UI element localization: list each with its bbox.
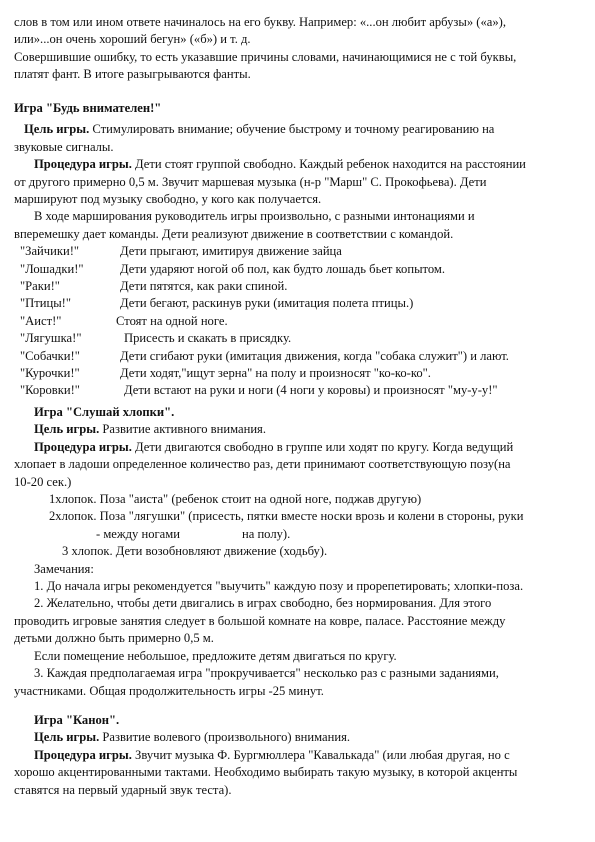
clap-two: 2хлопок. Поза "лягушки" (присесть, пятки вместе носки врозь и колени в стороны, руки: [49, 509, 524, 524]
game2-section: [14, 404, 580, 700]
game2-goal-label: Цель игры.: [34, 422, 100, 437]
game1-goal-cont: звуковые сигналы.: [14, 139, 114, 154]
command-key: "Лягушка!": [20, 331, 82, 346]
command-desc: Дети встают на руки и ноги (4 ноги у коровы) и произносят "му-у-у!": [124, 383, 498, 398]
intro-line: платят фант. В итоге разыгрываются фанты.: [14, 67, 251, 82]
command-desc: Дети пятятся, как раки спиной.: [120, 279, 288, 294]
game3-proc-cont: ставятся на первый ударный звук теста).: [14, 782, 232, 797]
command-desc: Присесть и скакать в присядку.: [124, 331, 292, 346]
game1-proc-cont: маршируют под музыку свободно, у кого как получается.: [14, 192, 322, 207]
game3-proc-cont: хорошо акцентированными тактами. Необходимо выбирать такую музыку, в которой акценты: [14, 765, 518, 780]
game3-proc-label: Процедура игры.: [34, 747, 132, 762]
command-desc: Дети прыгают, имитируя движение зайца: [120, 244, 342, 259]
game2-proc-cont: 10-20 сек.): [14, 474, 72, 489]
note-two-cont: Если помещение небольшое, предложите детям двигаться по кругу.: [34, 648, 397, 663]
command-key: "Птицы!": [20, 296, 72, 311]
command-key: "Зайчики!": [20, 244, 80, 259]
command-row: [14, 365, 580, 382]
intro-paragraph: [14, 14, 580, 84]
note-one: 1. До начала игры рекомендуется "выучить" каждую позу и прорепетировать; хлопки-поза.: [34, 579, 524, 594]
game2-proc-label: Процедура игры.: [34, 439, 132, 454]
intro-line: Совершившие ошибку, то есть указавшие причины словами, начинающимися не с той буквы,: [14, 49, 517, 64]
game1-goal: [14, 121, 580, 138]
command-row: [14, 243, 580, 260]
command-row: [14, 295, 580, 312]
game1-proc-cont: от другого примерно 0,5 м. Звучит маршевая музыка (н-р "Марш" С. Прокофьева). Дети: [14, 174, 487, 189]
game1-command-list: [14, 243, 580, 400]
game1-title: Игра "Будь внимателен!": [14, 101, 162, 115]
game1-lead-cont: вперемешку дает команды. Дети реализуют движение в соответствии с командой.: [14, 226, 454, 241]
game2-goal: [14, 421, 580, 438]
command-desc: Дети бегают, раскинув руки (имитация полета птицы.): [120, 296, 414, 311]
game1-proc-label: Процедура игры.: [34, 157, 132, 172]
clap-two-cont: [14, 526, 580, 543]
command-desc: Дети ходят,"ищут зерна" на полу и произносят "ко-ко-ко".: [120, 365, 431, 380]
game3-procedure: [14, 747, 580, 764]
command-key: "Коровки!": [20, 383, 80, 398]
command-key: "Аист!": [20, 313, 62, 328]
command-row: [14, 330, 580, 347]
game3-goal-label: Цель игры.: [34, 730, 100, 745]
command-key: "Курочки!": [20, 365, 80, 380]
clap-one: 1хлопок. Поза "аиста" (ребенок стоит на одной ноге, поджав другую): [49, 492, 422, 507]
game2-proc-cont: хлопает в ладоши определенное количество раз, дети принимают соответствующую позу(на: [14, 457, 511, 472]
game1-goal-label: Цель игры.: [24, 122, 90, 137]
game1-goal-text: Стимулировать внимание; обучение быстрому и точному реагированию на: [89, 122, 495, 137]
command-row: [14, 278, 580, 295]
game1-lead-text: В ходе марширования руководитель игры произвольно, с разными интонациями и: [34, 209, 475, 224]
game3-goal: [14, 729, 580, 746]
game2-proc-text: Дети двигаются свободно в группе или ходят по кругу. Когда ведущий: [131, 439, 514, 454]
command-key: "Лошадки!": [20, 261, 84, 276]
game1-procedure: [14, 156, 580, 173]
game1-section: [14, 100, 580, 400]
note-two-cont: детьми должно быть примерно 0,5 м.: [14, 631, 214, 646]
command-desc: Дети ударяют ногой об пол, как будто лошадь бьет копытом.: [120, 261, 446, 276]
command-key: "Раки!": [20, 279, 60, 294]
game2-procedure: [14, 439, 580, 456]
clap-three: 3 хлопок. Дети возобновляют движение (ходьбу).: [62, 544, 328, 559]
command-row: [14, 261, 580, 278]
clap-two-cont-a: - между ногами: [96, 526, 180, 541]
notes-label: Замечания:: [34, 561, 94, 576]
game3-proc-text: Звучит музыка Ф. Бургмюллера "Кавалькада" (или любая другая, но с: [131, 747, 510, 762]
command-desc: Стоят на одной ноге.: [116, 313, 228, 328]
game2-title: Игра "Слушай хлопки".: [34, 405, 175, 419]
game3-section: [14, 712, 580, 799]
game2-goal-text: Развитие активного внимания.: [99, 422, 267, 437]
command-row: [14, 313, 580, 330]
game3-title: Игра "Канон".: [34, 713, 120, 727]
note-two-cont: проводить игровые занятия следует в большой комнате на ковре, паласе. Расстояние между: [14, 613, 506, 628]
command-key: "Собачки!": [20, 348, 80, 363]
intro-line: слов в том или ином ответе начиналось на его букву. Например: «...он любит арбузы» («а»),: [14, 15, 506, 29]
clap-two-cont-b: на полу).: [241, 526, 291, 541]
game3-goal-text: Развитие волевого (произвольного) внимания.: [99, 730, 351, 745]
note-three-cont: участниками. Общая продолжительность игры -25 минут.: [14, 683, 324, 698]
game1-proc-text: Дети стоят группой свободно. Каждый ребенок находится на расстоянии: [131, 157, 526, 172]
command-row: [14, 348, 580, 365]
intro-line: или»...он очень хороший бегун» («б») и т. д.: [14, 32, 251, 47]
note-three: 3. Каждая предполагаемая игра "прокручивается" несколько раз с разными заданиями,: [34, 666, 499, 681]
note-two: 2. Желательно, чтобы дети двигались в играх свободно, без нормирования. Для этого: [34, 596, 492, 611]
command-desc: Дети сгибают руки (имитация движения, когда "собака служит") и лают.: [120, 348, 509, 363]
command-row: [14, 382, 580, 399]
